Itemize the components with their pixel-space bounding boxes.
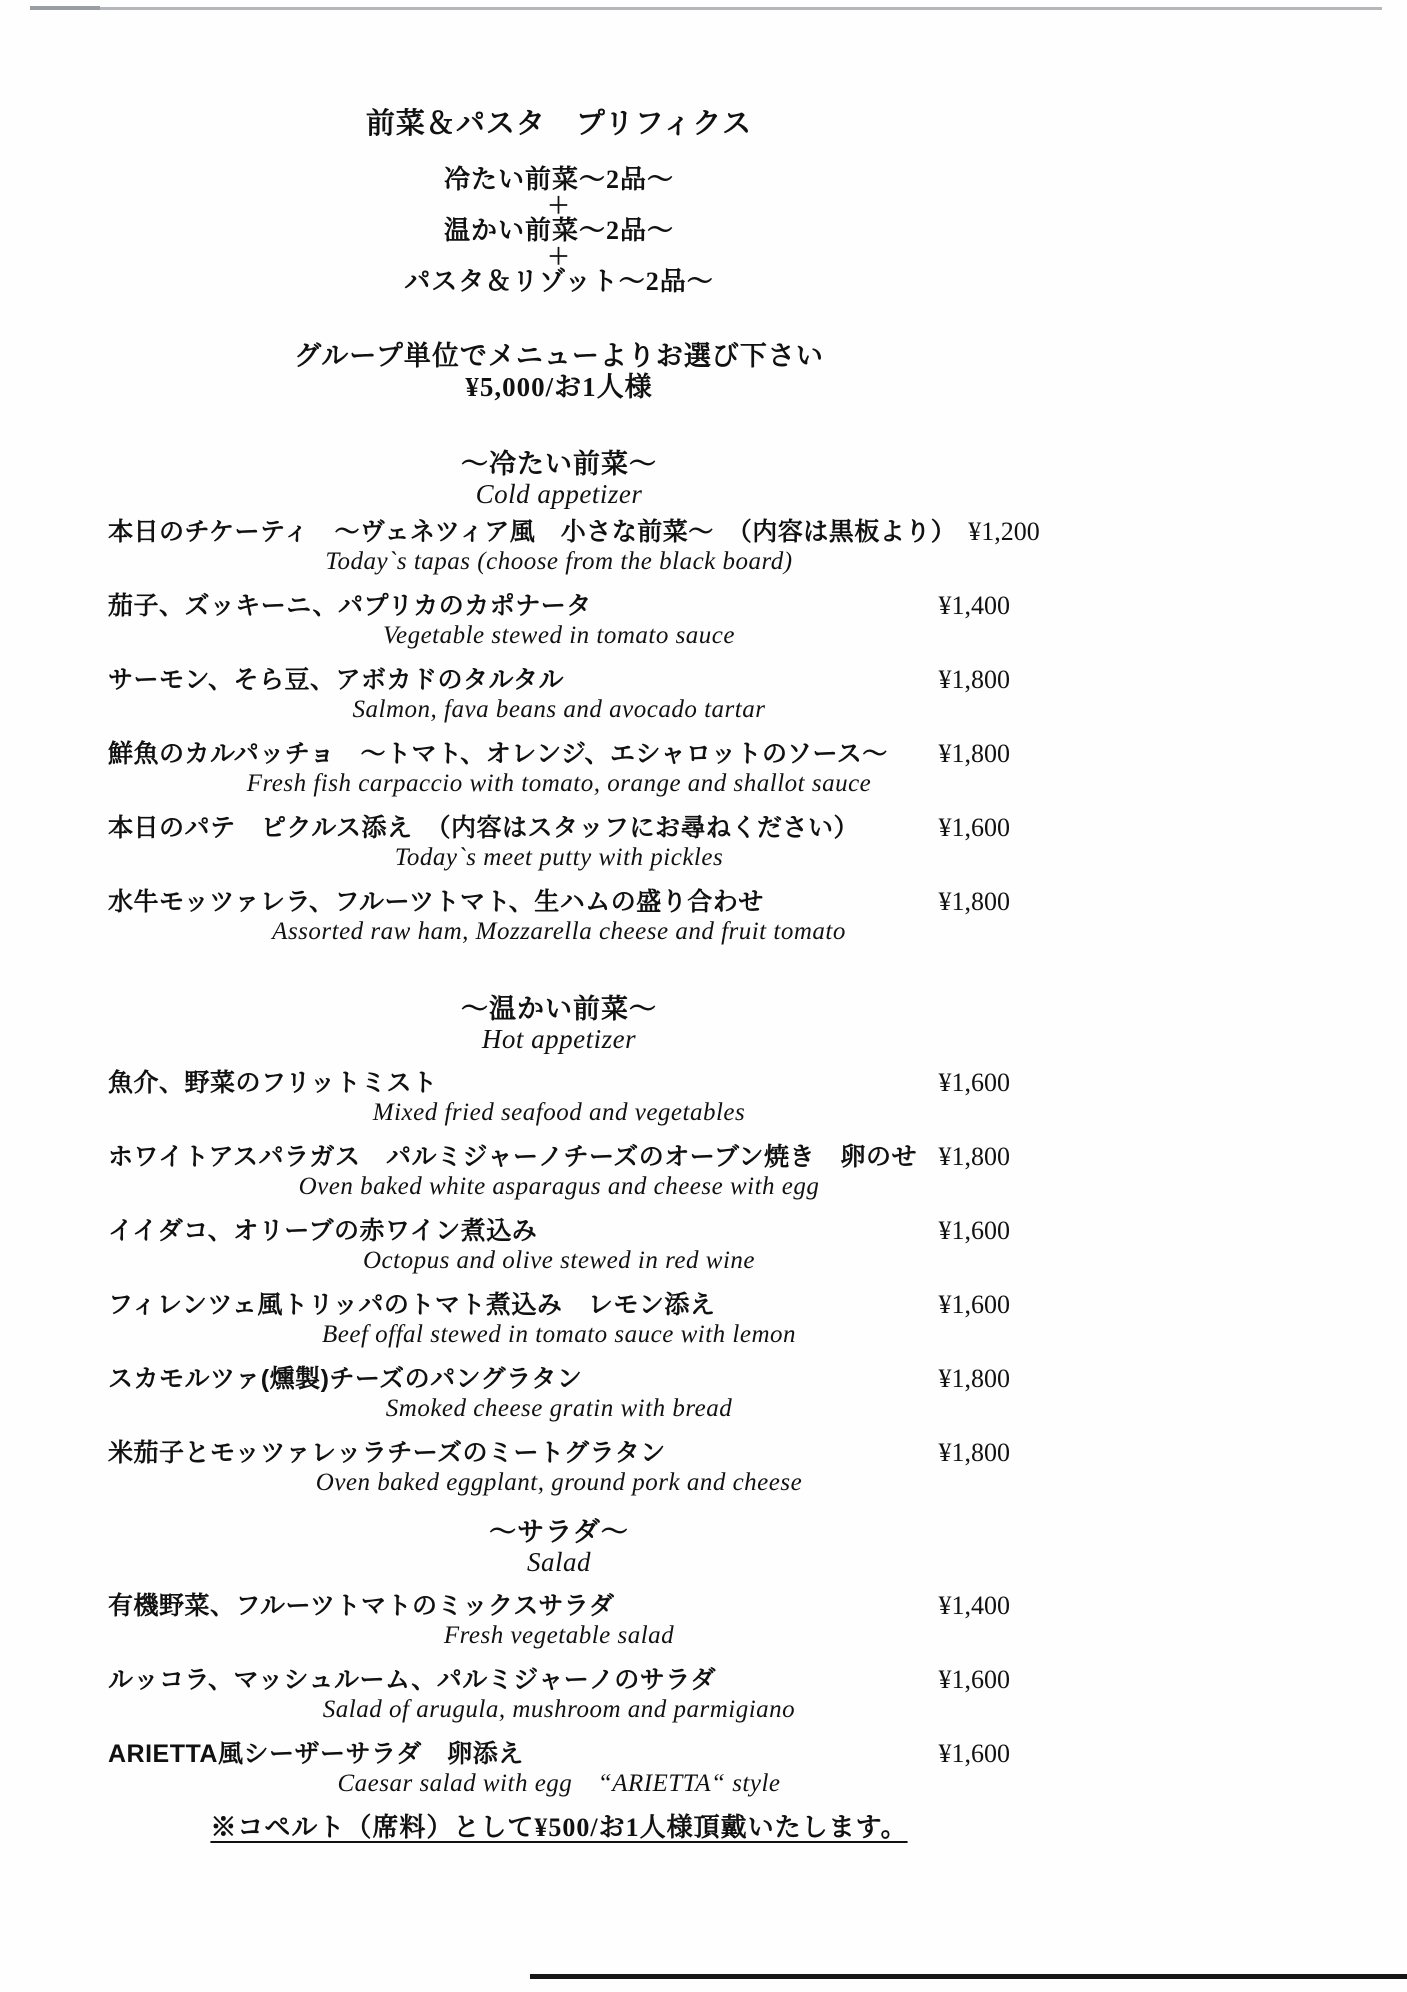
menu-item — [108, 1665, 1010, 1724]
menu-item-row — [108, 739, 1010, 769]
item-price: ¥1,600 — [938, 1290, 1010, 1319]
course-line: パスタ＆リゾット～2品～ — [404, 267, 714, 296]
menu-item-row — [108, 665, 1010, 695]
item-price: ¥1,800 — [938, 1142, 1010, 1171]
section-heading-jp: ～サラダ～ — [489, 1517, 629, 1547]
item-name-en: Fresh vegetable salad — [443, 1622, 675, 1649]
menu-item — [108, 665, 1010, 724]
item-price: ¥1,600 — [938, 813, 1010, 842]
section-items — [108, 1068, 1010, 1497]
item-name-jp: フィレンツェ風トリッパのトマト煮込み レモン添え — [108, 1291, 716, 1319]
menu-item-row — [108, 1364, 1010, 1394]
page-title: 前菜＆パスタ プリフィクス — [365, 108, 753, 140]
item-name-jp: 魚介、野菜のフリットミスト — [108, 1069, 438, 1097]
menu-item — [108, 1290, 1010, 1349]
item-name-en: Vegetable stewed in tomato sauce — [382, 622, 736, 649]
item-name-jp: ARIETTA風シーザーサラダ 卵添え — [108, 1740, 524, 1768]
item-price: ¥1,800 — [938, 665, 1010, 694]
item-price: ¥1,800 — [938, 1364, 1010, 1393]
menu-item-row — [108, 1665, 1010, 1695]
item-name-en: Salmon, fava beans and avocado tartar — [352, 696, 766, 723]
menu-item — [108, 1591, 1010, 1650]
item-price: ¥1,400 — [938, 1591, 1010, 1620]
menu-item-row — [108, 1591, 1010, 1621]
section-heading-en: Salad — [526, 1547, 591, 1577]
item-name-jp: スカモルツァ(燻製)チーズのパングラタン — [108, 1365, 583, 1393]
menu-item-row — [108, 813, 1010, 843]
item-price: ¥1,800 — [938, 739, 1010, 768]
item-name-en: Mixed fried seafood and vegetables — [372, 1099, 746, 1126]
menu-item — [108, 517, 1040, 576]
course-line: 冷たい前菜～2品～ — [443, 165, 674, 194]
menu-item-row — [108, 517, 1040, 547]
item-name-en: Today`s meet putty with pickles — [394, 844, 724, 871]
item-price: ¥1,600 — [938, 1739, 1010, 1768]
item-name-en: Beef offal stewed in tomato sauce with lemon — [321, 1321, 796, 1348]
menu-item-row — [108, 1068, 1010, 1098]
menu-item-row — [108, 1216, 1010, 1246]
menu-content — [108, 0, 1040, 1843]
scan-artifact-bottom-line — [530, 1974, 1407, 1979]
section-items — [108, 1591, 1010, 1798]
footer-note: ※コペルト（席料）として¥500/お1人様頂戴いたします。 — [210, 1813, 908, 1842]
menu-item — [108, 1068, 1010, 1127]
item-name-en: Caesar salad with egg “ARIETTA“ style — [337, 1770, 781, 1797]
menu-item — [108, 813, 1010, 872]
menu-item — [108, 591, 1010, 650]
menu-item — [108, 1739, 1010, 1798]
item-price: ¥1,200 — [968, 517, 1040, 546]
menu-item-row — [108, 1438, 1010, 1468]
section-heading-en: Hot appetizer — [481, 1024, 637, 1054]
item-name-jp: イイダコ、オリーブの赤ワイン煮込み — [108, 1217, 538, 1245]
menu-item — [108, 1438, 1010, 1497]
section-items — [108, 517, 1040, 946]
item-name-en: Today`s tapas (choose from the black board) — [325, 548, 793, 575]
item-name-en: Fresh fish carpaccio with tomato, orange and shallot sauce — [246, 770, 872, 797]
item-name-en: Smoked cheese gratin with bread — [385, 1395, 733, 1422]
section-heading-jp: ～温かい前菜～ — [461, 994, 657, 1024]
item-name-jp: 米茄子とモッツァレッラチーズのミートグラタン — [108, 1439, 666, 1467]
item-price: ¥1,800 — [938, 1438, 1010, 1467]
menu-item-row — [108, 1290, 1010, 1320]
plus-sign: ＋ — [547, 244, 571, 269]
item-name-en: Oven baked eggplant, ground pork and cheese — [315, 1469, 803, 1496]
item-price: ¥1,400 — [938, 591, 1010, 620]
item-price: ¥1,600 — [938, 1216, 1010, 1245]
menu-item-row — [108, 591, 1010, 621]
course-note: グループ単位でメニューよりお選び下さい — [294, 341, 824, 371]
item-name-en: Assorted raw ham, Mozzarella cheese and fruit tomato — [272, 918, 846, 945]
menu-section — [108, 449, 1040, 946]
item-price: ¥1,600 — [938, 1068, 1010, 1097]
item-name-jp: 有機野菜、フルーツトマトのミックスサラダ — [108, 1592, 615, 1620]
menu-item-row — [108, 1142, 1010, 1172]
sections — [108, 449, 1040, 1798]
menu-section — [108, 994, 1010, 1497]
menu-item-row — [108, 1739, 1010, 1769]
item-name-jp: 本日のパテ ピクルス添え （内容はスタッフにお尋ねください） — [108, 814, 860, 842]
course-note-block — [108, 341, 1010, 403]
item-name-en: Salad of arugula, mushroom and parmigiano — [322, 1696, 796, 1723]
menu-item — [108, 739, 1010, 798]
section-heading-en: Cold appetizer — [475, 479, 643, 509]
course-price: ¥5,000/お1人様 — [465, 372, 653, 402]
section-heading-jp: ～冷たい前菜～ — [461, 449, 657, 479]
item-name-jp: ホワイトアスパラガス パルミジャーノチーズのオーブン焼き 卵のせ — [108, 1143, 918, 1171]
item-name-jp: 茄子、ズッキーニ、パプリカのカポナータ — [108, 592, 592, 620]
course-lines — [108, 165, 1010, 297]
item-price: ¥1,600 — [938, 1665, 1010, 1694]
menu-item — [108, 1142, 1010, 1201]
item-name-jp: 水牛モッツァレラ、フルーツトマト、生ハムの盛り合わせ — [108, 888, 764, 916]
menu-section — [108, 1517, 1010, 1798]
item-name-jp: ルッコラ、マッシュルーム、パルミジャーノのサラダ — [108, 1666, 717, 1694]
menu-item-row — [108, 887, 1010, 917]
plus-sign: ＋ — [547, 193, 571, 218]
item-price: ¥1,800 — [938, 887, 1010, 916]
item-name-jp: サーモン、そら豆、アボカドのタルタル — [108, 666, 565, 694]
menu-item — [108, 1364, 1010, 1423]
item-name-jp: 鮮魚のカルパッチョ ～トマト、オレンジ、エシャロットのソース～ — [108, 740, 888, 768]
item-name-en: Octopus and olive stewed in red wine — [362, 1247, 755, 1274]
menu-item — [108, 1216, 1010, 1275]
course-line: 温かい前菜～2品～ — [443, 216, 674, 245]
item-name-jp: 本日のチケーティ ～ヴェネツィア風 小さな前菜～ （内容は黒板より） — [108, 518, 957, 546]
scan-artifact-top-tick — [30, 6, 100, 10]
menu-item — [108, 887, 1010, 946]
item-name-en: Oven baked white asparagus and cheese with egg — [298, 1173, 820, 1200]
